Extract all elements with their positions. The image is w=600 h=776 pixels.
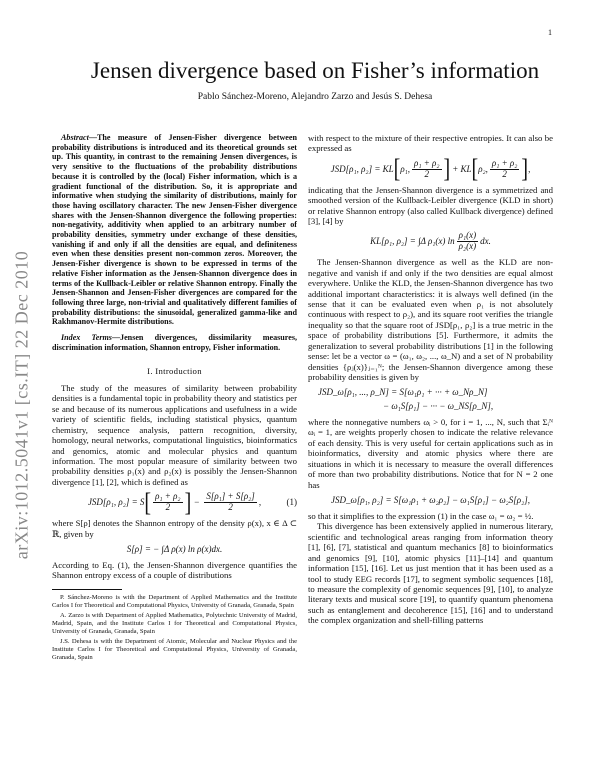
section-heading-introduction: I. Introduction [147,366,202,377]
footnote-3: J.S. Dehesa is with the Department of Atomic, Molecular and Nuclear Physics and the Institute Carlos I for Theoretical and Computational Physics, University of Granada, Granada, Spain [52,637,297,661]
intro-paragraph-3: According to Eq. (1), the Jensen-Shannon divergence quantifies the Shannon entropy excess of a couple of distributions [52,559,297,581]
equation-1 [52,488,297,517]
eq3-plus: + KL [452,163,472,174]
eq3-tail: , [528,163,531,174]
right-paragraph-3: The Jensen-Shannon divergence as well as the KLD are non-negative and vanish if and only if the two densities are equal almost everywhere. Unlike the KLD, the Jensen-Shannon divergence has two additional important characteristics: it is always well defined (in the sense that it can be evaluated even when ρ₁ is not absolutely continuous with respect to ρ₂), and its square root verifies the triangle inequality so that the square root of JSD[ρ₁, ρ₂] is a true metric in the space of probability distributions [5]. Furthermore, it admits the generalization to several probability distributions [1] in the following sense: let be a vector ω = (ω₁, ω₂, ..., ω_N) and a set of N probability densities {ρⱼ(x)}ⱼ₌₁ᴺ; the Jensen-Shannon divergence among these probability densities is given by [308,257,553,382]
eq3-den-2: 2 [502,168,507,179]
equation-4 [308,231,553,252]
eq1-num-1: ρ₁ + ρ₂ [155,491,181,502]
footnote-1: P. Sánchez-Moreno is with the Department of Applied Mathematics and the Institute Carlos I for Theoretical and Computational Physics, University of Granada, Granada, Spain [52,593,297,609]
abstract-lead: Abstract [61,133,89,142]
eq3-fraction-1 [412,159,441,180]
eq3-arg-a: ρ₁, [400,163,411,174]
page-number: 1 [548,28,552,37]
eq4-den: ρ₂(x) [458,241,477,252]
equation-3 [308,154,553,184]
eq1-fraction-2 [204,492,256,513]
right-paragraph-2: indicating that the Jensen-Shannon divergence is a symmetrized and smoothed version of the Kullback-Leibler divergence (KLD in short) or relative Shannon entropy (also called Kullback divergence) defined [3], [4] by [308,184,553,226]
eq3-arg-b: ρ₂, [478,163,488,174]
eq1-den-1: 2 [165,502,171,513]
left-column [52,133,297,664]
right-paragraph-6: This divergence has been extensively applied in numerous literary, scientific and technological areas ranging from information theory [1], [6], [7], statistical and quantum mechanics [8] to bioinformatics and genomics [9], [10], atomic physics [11]–[14] and quantum information [15], [16]. Let us just mention that it has been used as a tool to study EEG records [17], to segment symbolic sequences [18], to measure the complexity of genomic sequences [9], [10], to analyze literary texts and musical score [19], to quantify quantum phenomena such as entanglement and decoherence [15], [16] and to understand the complex organization and shell-filling patterns [308,521,553,626]
index-terms-text: —Jensen divergences, dissimilarity measures, discrimination information, Shannon entropy, Fisher information. [52,333,297,352]
eq1-open-bracket: [ [144,488,152,517]
eq3-num-1: ρ₁ + ρ₂ [414,157,440,168]
eq4-fraction [457,231,478,252]
intro-paragraph-1: The study of the measures of similarity between probability densities is a fundamental topic in probability theory and statistics per se and because of its numerous applications and usefulness in a wide variety of scientific fields, including statistical physics, quantum chemistry, sequence analysis, pattern recognition, diversity, homology, neural networks, computational linguistics, bioinformatics and genomics, atomic and molecular physics and quantum information. The most popular measure of similarity between two probability densities ρ₁(x) and ρ₂(x) is possibly the Jensen-Shannon divergence [1], [2], which is defined as [52,382,297,487]
eq4-lhs: KL[ρ₁, ρ₂] = ∫Δ ρ₁(x) ln [370,236,455,247]
right-paragraph-1: with respect to the mixture of their respective entropies. It can also be expressed as [308,133,553,154]
eq1-close-bracket: ] [184,488,192,517]
equation-6: JSD_ω[ρ₁, ρ₂] = S[ω₁ρ₁ + ω₂ρ₂] − ω₁S[ρ₁] − ω₂S[ρ₂], [330,495,531,506]
equation-5-line-1: JSD_ω[ρ₁, ..., ρ_N] = S[ω₁ρ₁ + ··· + ω_Nρ_N] [318,387,488,398]
intro-paragraph-2: where S[ρ] denotes the Shannon entropy of the density ρ(x), x ∈ Δ ⊂ ℝ, given by [52,518,297,539]
index-terms [52,333,297,352]
abstract-text: —The measure of Jensen-Fisher divergence between probability distributions is introduced and its theoretical grounds set up. This quantity, in contrast to the remaining Jensen divergences, is very sensitive to the fluctuations of the probability distributions because it is controlled by the (local) Fisher information, which is a gradient functional of the distribution. So, it is appropriate and informative when studying the similarity of distributions, mainly for those having oscillatory character. The new Jensen-Fisher divergence shares with the Jensen-Shannon divergence the following properties: non-negativity, additivity when applied to an arbitrary number of probability densities, symmetry under exchange of these densities, vanishing if and only if all the densities are equal, and definiteness even when these densities present non-common zeros. Moreover, the Jensen-Fisher divergence is shown to be expressed in terms of the relative Fisher information as the Jensen-Shannon divergence does in terms of the Kullback-Leibler or relative Shannon entropy. Finally the Jensen-Shannon and Jensen-Fisher divergences are compared for the following three large, non-trivial and qualitatively different families of probability distributions: the sinusoidal, generalized gamma-like and Rakhmanov-Hermite distributions. [52,133,297,327]
footnote-2: A. Zarzo is with Department of Applied Mathematics, Polytechnic University of Madrid, Madrid, Spain, and the Institute Carlos I for Theoretical and Computational Physics, University of Granada, Granada, Spain [52,611,297,635]
equation-2: S[ρ] = − ∫Δ ρ(x) ln ρ(x)dx. [126,543,223,554]
eq3-lhs: JSD[ρ₁, ρ₂] = KL [330,163,394,174]
right-column [308,133,553,626]
eq3-fraction-2 [490,159,519,180]
eq4-num: ρ₁(x) [458,230,477,241]
footnote-rule [52,589,122,590]
eq4-tail: dx. [480,236,491,247]
paper-title: Jensen divergence based on Fisher’s information [90,58,540,83]
right-paragraph-4: where the nonnegative numbers ωᵢ > 0, for i = 1, ..., N, such that Σᵢᴺ ωᵢ = 1, are weights properly chosen to indicate the relative relevance of each density. This is very useful for certain applications such as in bioinformatics, diversity and atomic physics where there are situations in which it is necessary to measure the overall differences of more than two probability distributions. Notice that for N = 2 one has [308,417,553,490]
eq1-number: (1) [286,497,297,508]
right-paragraph-5: so that it simplifies to the expression (1) in the case ω₁ = ω₂ = ½. [308,510,534,521]
eq3-den-1: 2 [424,168,430,179]
eq3-close-2: ] [521,154,529,184]
equation-5-line-2: − ω₁S[ρ₁] − ··· − ω_NS[ρ_N], [383,401,494,412]
eq1-fraction-1 [153,492,182,513]
eq1-tail: , [258,497,262,508]
arxiv-stamp [2,225,42,585]
author-list: Pablo Sánchez-Moreno, Alejandro Zarzo and Jesús S. Dehesa [197,92,433,102]
abstract [52,133,297,327]
eq3-close-1: ] [443,154,451,184]
eq1-num-2: S[ρ₁] + S[ρ₂] [206,491,255,502]
eq3-num-2: ρ₁ + ρ₂ [491,157,518,168]
eq3-open-1: [ [393,154,401,184]
arxiv-stamp-text: arXiv:1012.5041v1 [cs.IT] 22 Dec 2010 [11,250,32,560]
eq1-den-2: 2 [228,502,233,513]
index-terms-lead: Index Terms [61,333,112,343]
eq3-open-2: [ [471,154,479,184]
eq1-minus: − [194,497,200,508]
eq1-lhs: JSD[ρ₁, ρ₂] = S [87,497,145,508]
